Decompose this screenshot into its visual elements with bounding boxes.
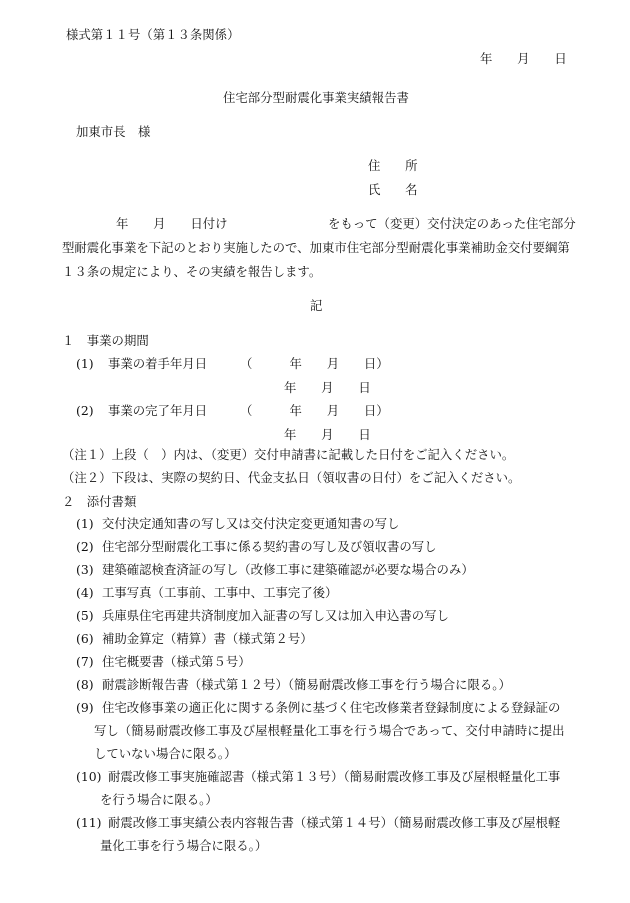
attachment-number: (4) (76, 585, 94, 600)
attachment-number: (3) (76, 562, 94, 577)
section-2-heading: ２ 添付書類 (62, 494, 137, 509)
attachment-text: 耐震改修工事実施確認書（様式第１３号）（簡易耐震改修工事及び屋根軽量化工事 (108, 769, 561, 784)
attachment-10 (76, 769, 560, 785)
note-1: （注１）上段（ ）内は、（変更）交付申請書に記載した日付をご記入ください。 (62, 447, 515, 462)
attachment-5 (76, 608, 449, 624)
document-title: 住宅部分型耐震化事業実績報告書 (223, 90, 409, 105)
attachment-number: (1) (76, 516, 94, 531)
attachment-text: 兵庫県住宅再建共済制度加入証書の写し又は加入申込書の写し (102, 608, 449, 623)
attachment-text: 交付決定通知書の写し又は交付決定変更通知書の写し (102, 516, 400, 531)
attachment-9-line-3: していない場合に限る。） (94, 746, 237, 761)
name-label: 氏 名 (368, 182, 418, 197)
attachment-text: 住宅概要書（様式第５号） (102, 654, 251, 669)
attachment-text: 住宅部分型耐震化工事に係る契約書の写し及び領収書の写し (102, 539, 437, 554)
attachment-1 (76, 516, 399, 532)
body-line-1-date: 年 月 日付け (116, 216, 228, 231)
attachment-number: (2) (76, 539, 94, 554)
period-row-1-number: (1) (76, 356, 94, 371)
attachment-6 (76, 631, 313, 647)
section-1-heading: １ 事業の期間 (62, 333, 149, 348)
attachment-11-line-2: 量化工事を行う場合に限る。） (100, 838, 268, 853)
period-row-2-label: 事業の完了年月日 (108, 403, 208, 418)
body-line-1-rest: をもって（変更）交付決定のあった住宅部分 (328, 216, 576, 231)
attachment-number: (11) (76, 815, 102, 830)
attachment-text: 耐震改修工事実績公表内容報告書（様式第１４号）（簡易耐震改修工事及び屋根軽 (108, 815, 561, 830)
attachment-number: (10) (76, 769, 102, 784)
period-row-1-upper-date: （ 年 月 日） (240, 356, 389, 371)
period-row-1-lower-date: 年 月 日 (284, 380, 371, 395)
attachment-text: 住宅改修事業の適正化に関する条例に基づく住宅改修業者登録制度による登録証の (102, 700, 561, 715)
period-row-2-number: (2) (76, 403, 94, 418)
date-line: 年 月 日 (480, 51, 567, 66)
addressee: 加東市長 様 (76, 124, 151, 139)
attachment-text: 工事写真（工事前、工事中、工事完了後） (102, 585, 338, 600)
ki-heading: 記 (310, 298, 323, 313)
address-label: 住 所 (368, 158, 418, 173)
attachment-9 (76, 700, 560, 716)
period-row-2-lower-date: 年 月 日 (284, 427, 371, 442)
body-line-3: １３条の規定により、その実績を報告します。 (62, 264, 322, 279)
attachment-text: 補助金算定（精算）書（様式第２号） (102, 631, 313, 646)
attachment-text: 建築確認検査済証の写し（改修工事に建築確認が必要な場合のみ） (102, 562, 474, 577)
attachment-number: (7) (76, 654, 94, 669)
attachment-11 (76, 815, 560, 831)
attachment-10-line-2: を行う場合に限る。） (100, 792, 218, 807)
attachment-8 (76, 677, 511, 693)
attachment-number: (6) (76, 631, 94, 646)
note-2: （注２）下段は、実際の契約日、代金支払日（領収書の日付）をご記入ください。 (62, 470, 521, 485)
attachment-2 (76, 539, 437, 555)
attachment-7 (76, 654, 251, 670)
attachment-number: (8) (76, 677, 94, 692)
attachment-3 (76, 562, 474, 578)
attachment-text: 耐震診断報告書（様式第１２号）（簡易耐震改修工事を行う場合に限る。） (102, 677, 511, 692)
attachment-number: (9) (76, 700, 94, 715)
attachment-4 (76, 585, 337, 601)
period-row-2-upper-date: （ 年 月 日） (240, 403, 389, 418)
body-line-2: 型耐震化事業を下記のとおり実施したので、加東市住宅部分型耐震化事業補助金交付要綱第 (62, 240, 570, 255)
attachment-9-line-2: 写し（簡易耐震改修工事及び屋根軽量化工事を行う場合であって、交付申請時に提出 (94, 723, 565, 738)
period-row-1-label: 事業の着手年月日 (108, 356, 208, 371)
form-label: 様式第１１号（第１３条関係） (66, 27, 240, 42)
attachment-number: (5) (76, 608, 94, 623)
